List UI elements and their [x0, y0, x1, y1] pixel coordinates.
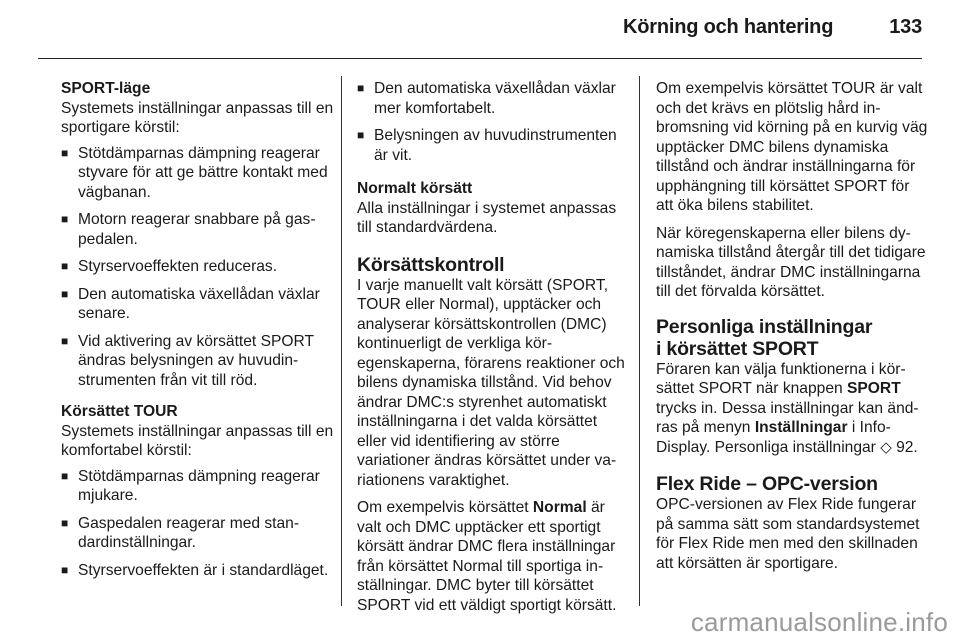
- list-item: ■ Den automatiska växellådan växlar senare.: [61, 285, 320, 322]
- column-divider-2: [639, 76, 640, 606]
- tour-list: [61, 467, 337, 581]
- page-reference-icon: ◇: [880, 438, 892, 456]
- personal-heading: Personliga inställningar i körsättet SPORT: [656, 315, 873, 360]
- list-item: ■ Stötdämparnas dämpning reagerar styvare för att ge bättre kontakt med vägbanan.: [61, 144, 328, 201]
- bullet-icon: ■: [61, 212, 69, 226]
- bullet-icon: ■: [61, 515, 69, 530]
- normal-heading: Normalt körsätt: [357, 180, 473, 197]
- bullet-icon: ■: [61, 145, 69, 160]
- column-1: [61, 79, 337, 592]
- list-item: ■ Styrservoeffekten är i standardläget.: [61, 561, 329, 579]
- sport-list: [61, 144, 337, 391]
- watermark: carmanualsonline.info: [690, 607, 948, 637]
- chapter-title: Körning och hantering: [622, 16, 834, 38]
- column-2: [357, 79, 629, 623]
- list-item: ■ Gaspedalen reagerar med standardinställningar.: [61, 514, 300, 551]
- bullet-icon: ■: [357, 128, 365, 142]
- page-number: 133: [889, 16, 922, 38]
- list-item: ■ Vid aktivering av körsättet SPORT ändras belysningen av huvudinstrumenten från vit till röd.: [61, 332, 314, 389]
- list-item: ■ Motorn reagerar snabbare på gaspedalen.: [61, 211, 316, 248]
- tour-heading: Körsättet TOUR: [61, 403, 178, 420]
- flex-text: OPC-versionen av Flex Ride fungerar på samma sätt som standardsystemet för Flex Ride men med den skillnaden att körsätten är sportigare.: [656, 496, 920, 572]
- bullet-icon: ■: [61, 562, 69, 577]
- tour-example: Om exempelvis körsättet TOUR är valt och det krävs en plötslig hård inbromsning vid körning på en kurvig väg upptäcker DMC bilens dynamiska tillstånd och ändrar inställningarna för upphängning till körsättet SPORT för att öka bilens stabilitet.: [656, 80, 928, 214]
- normal-text: Alla inställningar i systemet anpassas till standardvärdena.: [357, 199, 617, 236]
- column-3: [656, 79, 928, 581]
- bullet-icon: ■: [357, 81, 365, 95]
- personal-text: Föraren kan välja funktionerna i körsättet SPORT när knappen SPORT trycks in. Dessa inställningar kan ändras på menyn Inställningar i Info-Display. Personliga inställningar ◇ 92.: [656, 360, 919, 456]
- list-item: ■ Den automatiska växellådan växlar mer komfortabelt.: [357, 80, 616, 117]
- list-item: ■ Belysningen av huvudinstrumenten är vit.: [357, 127, 617, 164]
- bullet-icon: ■: [61, 333, 69, 348]
- flex-heading: Flex Ride – OPC-version: [656, 473, 878, 495]
- bullet-icon: ■: [61, 259, 69, 273]
- tour-list-continued: [357, 79, 629, 165]
- control-heading: Körsättskontroll: [357, 253, 505, 276]
- bullet-icon: ■: [61, 468, 69, 483]
- page-header: [623, 16, 922, 39]
- list-item: ■ Stötdämparnas dämpning reagerar mjukare.: [61, 467, 320, 504]
- control-text: I varje manuellt valt körsätt (SPORT, TOUR eller Normal), upptäcker och analyserar körsättskontrollen (DMC) kontinuerligt de verkliga köregenskaperna, förarens reaktioner och bilens dynamiska tillstånd. Vid behov ändrar DMC:s styrenhet automatiskt inställningarna i det valda körsättet eller vid identifiering av större variationer ändras körsättet under variationens varaktighet.: [357, 276, 625, 489]
- restore-text: När köregenskaperna eller bilens dynamiska tillstånd återgår till det tidigare tillståndet, ändrar DMC inställningarna till det förvalda körsättet.: [656, 224, 926, 300]
- sport-intro: Systemets inställningar anpassas till en sportigare körstil:: [61, 99, 334, 136]
- list-item: ■ Styrservoeffekten reduceras.: [61, 258, 278, 275]
- normal-example: Om exempelvis körsättet Normal är valt och DMC upptäcker ett sportigt körsätt ändrar DMC flera inställningar från körsättet Normal till sportiga inställningar. DMC byter till körsättet SPORT vid ett väldigt sportigt körsätt.: [357, 499, 617, 614]
- bullet-icon: ■: [61, 286, 69, 301]
- sport-heading: SPORT-läge: [61, 80, 151, 97]
- page-reference: 92.: [891, 438, 918, 456]
- column-divider-1: [341, 76, 342, 606]
- tour-intro: Systemets inställningar anpassas till en komfortabel körstil:: [61, 422, 334, 459]
- header-rule: [38, 58, 922, 59]
